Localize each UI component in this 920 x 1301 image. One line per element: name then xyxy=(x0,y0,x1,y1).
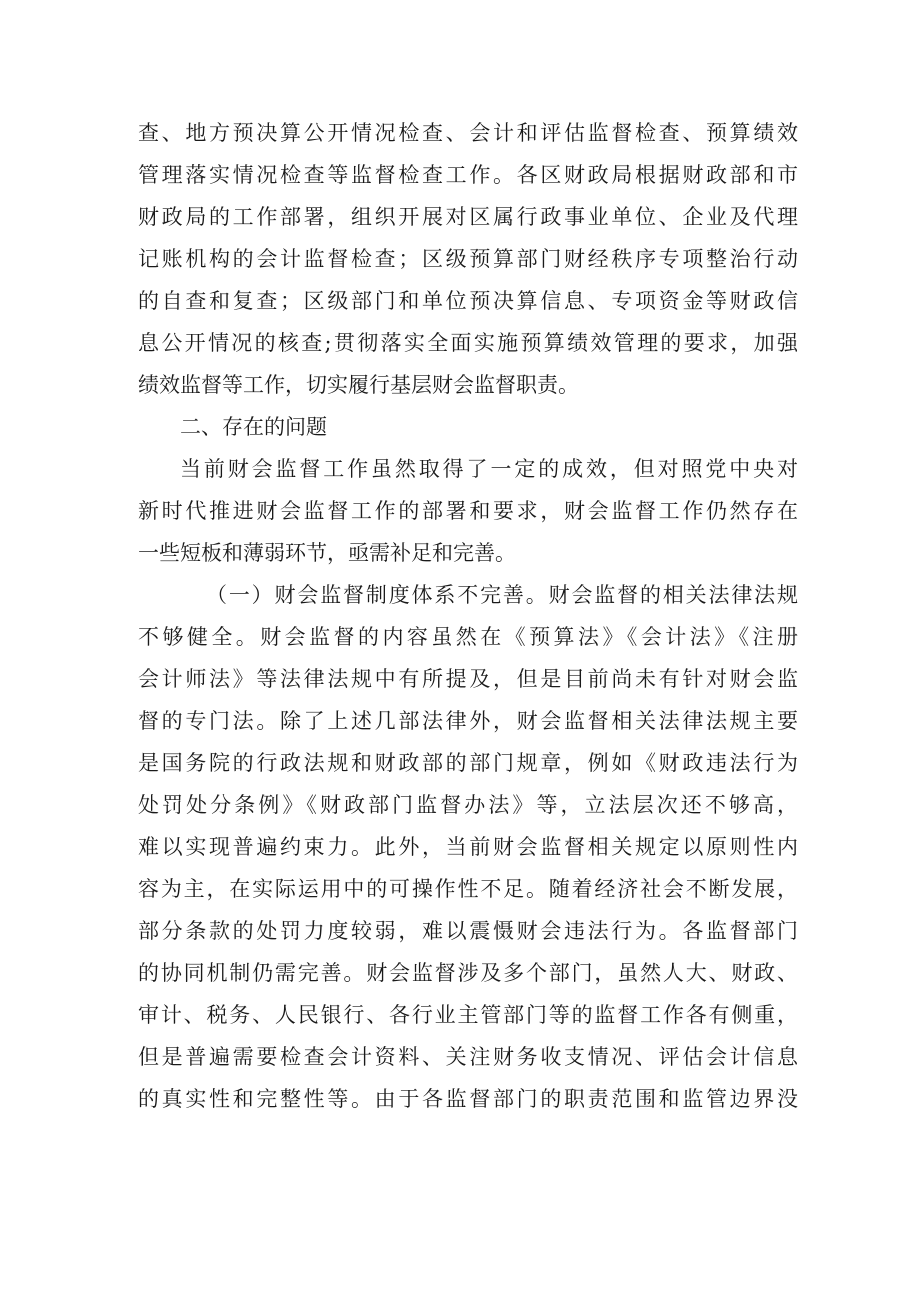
text-line: 当前财会监督工作虽然取得了一定的成效，但对照党中央对 xyxy=(180,457,798,481)
text-line: 审计、税务、人民银行、各行业主管部门等的监督工作各有侧重， xyxy=(138,1003,798,1027)
text-line: 记账机构的会计监督检查；区级预算部门财经秩序专项整治行动 xyxy=(138,247,798,271)
text-line: 管理落实情况检查等监督检查工作。各区财政局根据财政部和市 xyxy=(138,163,798,187)
text-line: 财政局的工作部署，组织开展对区属行政事业单位、企业及代理 xyxy=(138,205,798,229)
text-line: （一）财会监督制度体系不完善。财会监督的相关法律法规 xyxy=(206,583,798,607)
text-line: 处罚处分条例》《财政部门监督办法》等，立法层次还不够高， xyxy=(138,793,798,817)
text-line: 的协同机制仍需完善。财会监督涉及多个部门，虽然人大、财政、 xyxy=(138,961,798,985)
text-line: 的真实性和完整性等。由于各监督部门的职责范围和监管边界没 xyxy=(138,1087,798,1111)
text-line: 查、地方预决算公开情况检查、会计和评估监督检查、预算绩效 xyxy=(138,121,798,145)
section-heading xyxy=(138,406,798,448)
paragraph-supervision-work xyxy=(138,112,798,406)
document-body xyxy=(138,112,798,1120)
text-line: 新时代推进财会监督工作的部署和要求，财会监督工作仍然存在 xyxy=(138,499,798,523)
text-line: 一些短板和薄弱环节，亟需补足和完善。 xyxy=(138,541,516,565)
text-line: 部分条款的处罚力度较弱，难以震慑财会违法行为。各监督部门 xyxy=(138,919,798,943)
text-line: 息公开情况的核查;贯彻落实全面实施预算绩效管理的要求，加强 xyxy=(138,331,798,355)
text-line: 容为主，在实际运用中的可操作性不足。随着经济社会不断发展， xyxy=(138,877,798,901)
text-line: 是国务院的行政法规和财政部的部门规章，例如《财政违法行为 xyxy=(138,751,798,775)
text-line: 难以实现普遍约束力。此外，当前财会监督相关规定以原则性内 xyxy=(138,835,798,859)
paragraph-system-incomplete xyxy=(138,574,798,1120)
text-line: 督的专门法。除了上述几部法律外，财会监督相关法律法规主要 xyxy=(138,709,798,733)
paragraph-intro-problems xyxy=(138,448,798,574)
text-line: 的自查和复查；区级部门和单位预决算信息、专项资金等财政信 xyxy=(138,289,798,313)
text-line: 会计师法》等法律法规中有所提及，但是目前尚未有针对财会监 xyxy=(138,667,798,691)
text-line: 绩效监督等工作，切实履行基层财会监督职责。 xyxy=(138,373,579,397)
text-line: 但是普遍需要检查会计资料、关注财务收支情况、评估会计信息 xyxy=(138,1045,798,1069)
text-line: 不够健全。财会监督的内容虽然在《预算法》《会计法》《注册 xyxy=(138,625,798,649)
heading-existing-problems: 二、存在的问题 xyxy=(180,415,327,439)
